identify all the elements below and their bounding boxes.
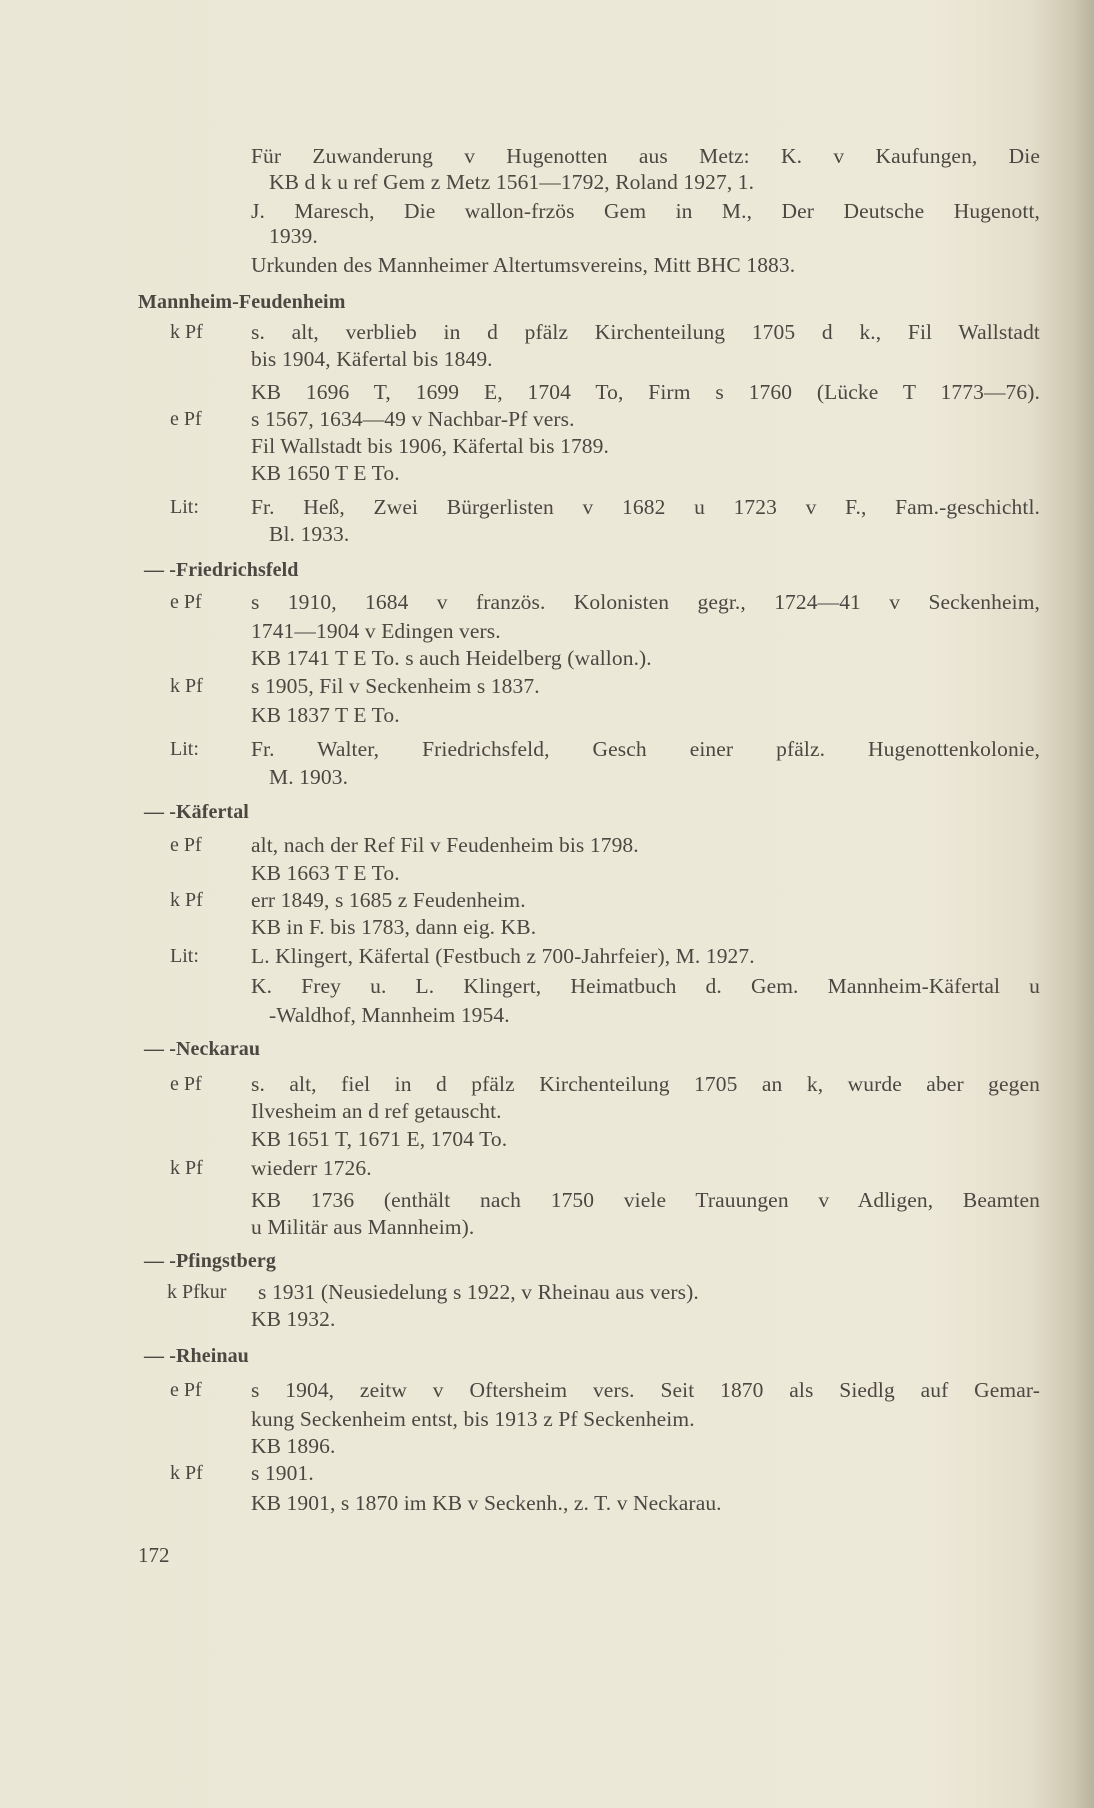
text-line: KB 1696 T, 1699 E, 1704 To, Firm s 1760 (Lücke T 1773—76). [251, 380, 1040, 404]
entry-label: Lit: [170, 945, 199, 967]
text-line: -Waldhof, Mannheim 1954. [269, 1003, 510, 1027]
text-line: M. 1903. [269, 765, 349, 789]
text-line: KB 1932. [251, 1307, 336, 1331]
entry-label: k Pf [170, 321, 203, 343]
entry-label: e Pf [170, 1073, 202, 1095]
text-line: Fr. Heß, Zwei Bürgerlisten v 1682 u 1723 v F., Fam.-geschichtl. [251, 495, 1040, 519]
page-number: 172 [138, 1543, 170, 1567]
text-line: 1939. [269, 224, 318, 248]
text-line: Urkunden des Mannheimer Altertumsvereins, Mitt BHC 1883. [251, 253, 796, 277]
text-line: kung Seckenheim entst, bis 1913 z Pf Seckenheim. [251, 1407, 695, 1431]
text-line: s 1931 (Neusiedelung s 1922, v Rheinau aus vers). [258, 1280, 699, 1304]
entry-label: k Pfkur [167, 1281, 227, 1303]
entry-label: e Pf [170, 834, 202, 856]
section-heading: — -Neckarau [144, 1038, 261, 1060]
entry-label: k Pf [170, 1157, 203, 1179]
entry-label: e Pf [170, 591, 202, 613]
text-line: Fr. Walter, Friedrichsfeld, Gesch einer pfälz. Hugenottenkolonie, [251, 737, 1040, 761]
text-line: KB d k u ref Gem z Metz 1561—1792, Roland 1927, 1. [269, 170, 755, 194]
text-line: u Militär aus Mannheim). [251, 1215, 475, 1239]
text-line: Ilvesheim an d ref getauscht. [251, 1099, 502, 1123]
text-line: wiederr 1726. [251, 1156, 372, 1180]
text-line: KB 1736 (enthält nach 1750 viele Trauungen v Adligen, Beamten [251, 1188, 1040, 1212]
entry-label: Lit: [170, 738, 199, 760]
section-heading: — -Rheinau [144, 1345, 249, 1367]
text-line: KB 1896. [251, 1434, 336, 1458]
text-line: K. Frey u. L. Klingert, Heimatbuch d. Gem. Mannheim-Käfertal u [251, 974, 1040, 998]
section-heading: — -Pfingstberg [144, 1250, 276, 1272]
text-line: alt, nach der Ref Fil v Feudenheim bis 1798. [251, 833, 639, 857]
text-line: s 1905, Fil v Seckenheim s 1837. [251, 674, 540, 698]
text-line: KB 1901, s 1870 im KB v Seckenh., z. T. v Neckarau. [251, 1491, 722, 1515]
text-line: KB 1651 T, 1671 E, 1704 To. [251, 1127, 508, 1151]
text-line: L. Klingert, Käfertal (Festbuch z 700-Jahrfeier), M. 1927. [251, 944, 755, 968]
entry-label: e Pf [170, 408, 202, 430]
text-line: s. alt, fiel in d pfälz Kirchenteilung 1705 an k, wurde aber gegen [251, 1072, 1040, 1096]
text-line: s 1904, zeitw v Oftersheim vers. Seit 1870 als Siedlg auf Gemar- [251, 1378, 1040, 1402]
text-line: s 1901. [251, 1461, 314, 1485]
text-line: 1741—1904 v Edingen vers. [251, 619, 501, 643]
text-line: Bl. 1933. [269, 522, 350, 546]
section-heading: Mannheim-Feudenheim [138, 291, 346, 313]
text-line: err 1849, s 1685 z Feudenheim. [251, 888, 526, 912]
text-line: bis 1904, Käfertal bis 1849. [251, 347, 493, 371]
text-line: Für Zuwanderung v Hugenotten aus Metz: K. v Kaufungen, Die [251, 144, 1040, 168]
text-line: s 1567, 1634—49 v Nachbar-Pf vers. [251, 407, 575, 431]
text-line: KB in F. bis 1783, dann eig. KB. [251, 915, 537, 939]
entry-label: Lit: [170, 496, 199, 518]
text-line: KB 1837 T E To. [251, 703, 400, 727]
entry-label: e Pf [170, 1379, 202, 1401]
text-line: s. alt, verblieb in d pfälz Kirchenteilung 1705 d k., Fil Wallstadt [251, 320, 1040, 344]
text-line: KB 1741 T E To. s auch Heidelberg (wallon.). [251, 646, 652, 670]
text-line: Fil Wallstadt bis 1906, Käfertal bis 1789. [251, 434, 609, 458]
entry-label: k Pf [170, 889, 203, 911]
entry-label: k Pf [170, 675, 203, 697]
section-heading: — -Käfertal [144, 801, 249, 823]
section-heading: — -Friedrichsfeld [144, 559, 299, 581]
text-line: s 1910, 1684 v französ. Kolonisten gegr., 1724—41 v Seckenheim, [251, 590, 1040, 614]
entry-label: k Pf [170, 1462, 203, 1484]
text-line: J. Maresch, Die wallon-frzös Gem in M., Der Deutsche Hugenott, [251, 199, 1040, 223]
text-line: KB 1663 T E To. [251, 861, 400, 885]
text-line: KB 1650 T E To. [251, 461, 400, 485]
